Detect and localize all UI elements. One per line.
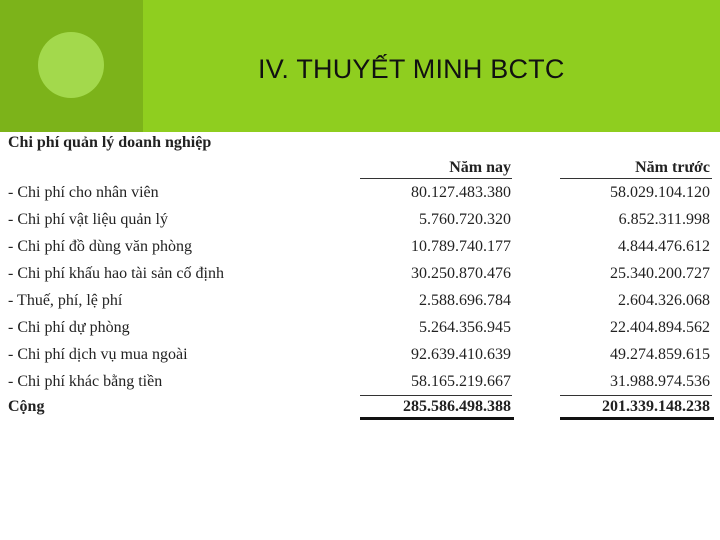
total-double-underline-previous	[560, 417, 714, 420]
row-value-current: 5.264.356.945	[419, 319, 511, 336]
row-value-current: 2.588.696.784	[419, 292, 511, 309]
header-underline-current	[360, 178, 512, 179]
row-value-previous: 2.604.326.068	[618, 292, 710, 309]
table-row	[0, 342, 720, 369]
row-value-current: 80.127.483.380	[411, 184, 511, 201]
total-label: Cộng	[8, 398, 45, 415]
row-label: - Chi phí khác bằng tiền	[8, 373, 163, 390]
row-label: - Chi phí cho nhân viên	[8, 184, 159, 201]
row-value-previous: 49.274.859.615	[610, 346, 710, 363]
row-value-previous: 58.029.104.120	[610, 184, 710, 201]
table-row	[0, 288, 720, 315]
row-value-current: 5.760.720.320	[419, 211, 511, 228]
row-value-previous: 6.852.311.998	[618, 211, 710, 228]
row-value-current: 10.789.740.177	[411, 238, 511, 255]
header-underline-previous	[560, 178, 712, 179]
decorative-circle	[38, 32, 104, 98]
row-value-previous: 31.988.974.536	[610, 373, 710, 390]
table-row	[0, 261, 720, 288]
slide-header	[0, 0, 720, 132]
table-row	[0, 180, 720, 207]
slide-title: IV. THUYẾT MINH BCTC	[258, 54, 565, 84]
header-side-panel	[0, 0, 143, 132]
row-value-current: 58.165.219.667	[411, 373, 511, 390]
table-row	[0, 315, 720, 342]
column-header-previous-year: Năm trước	[635, 159, 710, 176]
row-value-current: 92.639.410.639	[411, 346, 511, 363]
row-label: - Chi phí dịch vụ mua ngoài	[8, 346, 188, 363]
subtotal-line-previous	[560, 395, 712, 396]
row-value-previous: 22.404.894.562	[610, 319, 710, 336]
table-title: Chi phí quản lý doanh nghiệp	[8, 134, 212, 151]
table-row	[0, 369, 720, 396]
column-header-current-year: Năm nay	[449, 159, 511, 176]
row-value-previous: 25.340.200.727	[610, 265, 710, 282]
row-label: - Chi phí dự phòng	[8, 319, 130, 336]
row-label: - Chi phí khấu hao tài sản cố định	[8, 265, 224, 282]
total-value-current: 285.586.498.388	[403, 398, 511, 415]
expense-rows	[0, 180, 720, 396]
total-value-previous: 201.339.148.238	[602, 398, 710, 415]
row-label: - Thuế, phí, lệ phí	[8, 292, 123, 309]
subtotal-line-current	[360, 395, 512, 396]
row-value-previous: 4.844.476.612	[618, 238, 710, 255]
table-row	[0, 207, 720, 234]
row-value-current: 30.250.870.476	[411, 265, 511, 282]
row-label: - Chi phí đồ dùng văn phòng	[8, 238, 192, 255]
table-row	[0, 234, 720, 261]
total-double-underline-current	[360, 417, 514, 420]
row-label: - Chi phí vật liệu quản lý	[8, 211, 168, 228]
